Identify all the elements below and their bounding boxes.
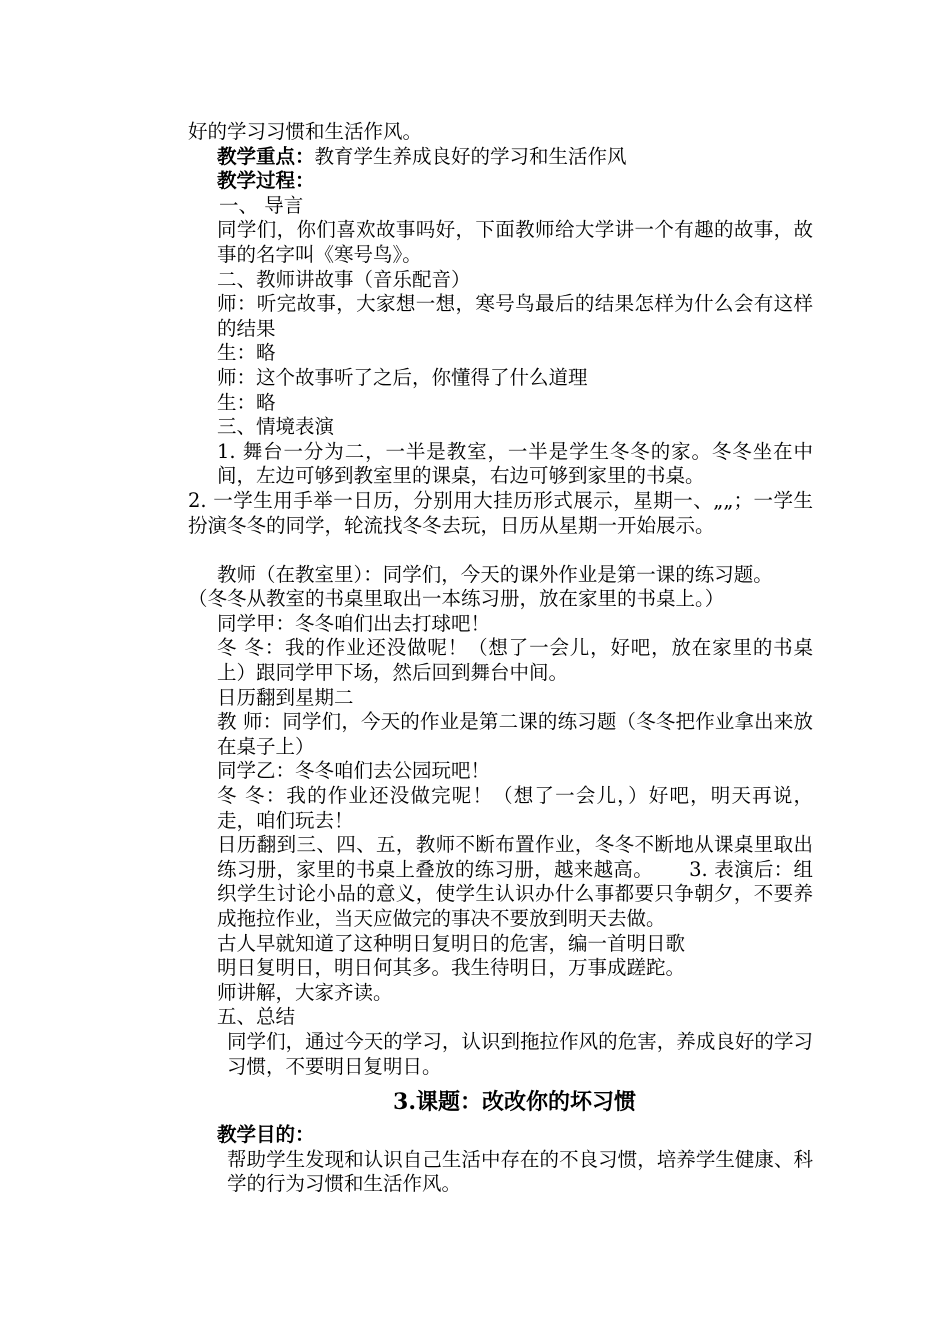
paragraph: 师：听完故事，大家想一想，寒号鸟最后的结果怎样为什么会有这样的结果 (217, 292, 813, 340)
text-line: 生：略 (217, 341, 276, 365)
paragraph: 教 师：同学们，今天的作业是第二课的练习题（冬冬把作业拿出来放在桌子上） (217, 710, 813, 758)
text-line: 师：这个故事听了之后，你懂得了什么道理 (217, 365, 588, 389)
text-line: 同学甲：冬冬咱们出去打球吧！ (217, 611, 491, 635)
paragraph: 2. 一学生用手举一日历，分别用大挂历形式展示，星期一、„„；一学生扮演冬冬的同学，轮流找冬冬去玩，日历从星期一开始展示。 (188, 488, 813, 537)
text-line: 好的学习习惯和生活作风。 (188, 120, 423, 143)
teaching-focus-text: 教育学生养成良好的学习和生活作风 (314, 144, 627, 168)
teaching-process-label: 教学过程： (217, 169, 315, 193)
paragraph: 帮助学生发现和认识自己生活中存在的不良习惯，培养学生健康、科学的行为习惯和生活作风。 (227, 1147, 813, 1196)
text-line: 古人早就知道了这种明日复明日的危害，编一首明日歌 (217, 931, 686, 955)
paragraph-part: 3. 表演后：组织学生讨论小品的意义，使学生认识办什么事都要只争朝夕，不要养成拖拉作业，当天应做完的事决不要放到明天去做。 (217, 857, 813, 930)
text-line: 同学乙：冬冬咱们去公园玩吧！ (217, 759, 491, 783)
section-story-heading: 二、教师讲故事（音乐配音） (217, 267, 471, 291)
teaching-goal-label: 教学目的： (217, 1123, 315, 1147)
section-intro-heading: 一、 导言 (219, 193, 304, 217)
paragraph: 冬 冬：我的作业还没做呢！（想了一会儿，好吧，放在家里的书桌上）跟同学甲下场，然后回到舞台中间。 (217, 636, 813, 685)
lesson-heading: 3.课题：改改你的坏习惯 (393, 1089, 636, 1116)
paragraph: 1. 舞台一分为二，一半是教室，一半是学生冬冬的家。冬冬坐在中间，左边可够到教室里的课桌，右边可够到家里的书桌。 (217, 439, 813, 488)
teaching-focus-label: 教学重点： (217, 144, 315, 168)
paragraph: 同学们，通过今天的学习，认识到拖拉作风的危害，养成良好的学习习惯，不要明日复明日。 (227, 1029, 813, 1078)
paragraph-part: 日历翻到三、四、五，教师不断布置作业，冬冬不断地从课桌里取出练习册，家里的书桌上叠放的练习册，越来越高。 (217, 833, 813, 881)
section-roleplay-heading: 三、情境表演 (217, 415, 335, 439)
section-summary-heading: 五、总结 (217, 1005, 296, 1029)
document-page (188, 120, 813, 1197)
text-line: 日历翻到星期二 (217, 685, 354, 709)
text-line: （冬冬从教室的书桌里取出一本练习册，放在家里的书桌上。） (188, 587, 725, 611)
poem-line: 明日复明日，明日何其多。我生待明日，万事成蹉跎。 (217, 956, 686, 980)
paragraph: 冬 冬：我的作业还没做完呢！（想了一会儿，）好吧，明天再说，走，咱们玩去！ (217, 784, 813, 832)
teaching-focus-line (188, 145, 813, 170)
paragraph (188, 833, 813, 931)
blank-line (188, 538, 813, 563)
text-line: 师讲解，大家齐读。 (217, 980, 393, 1004)
paragraph: 同学们，你们喜欢故事吗好，下面教师给大学讲一个有趣的故事，故事的名字叫《寒号鸟》。 (217, 218, 813, 266)
text-line: 生：略 (217, 390, 276, 414)
text-line: 教师（在教室里）：同学们，今天的课外作业是第一课的练习题。 (217, 562, 773, 586)
